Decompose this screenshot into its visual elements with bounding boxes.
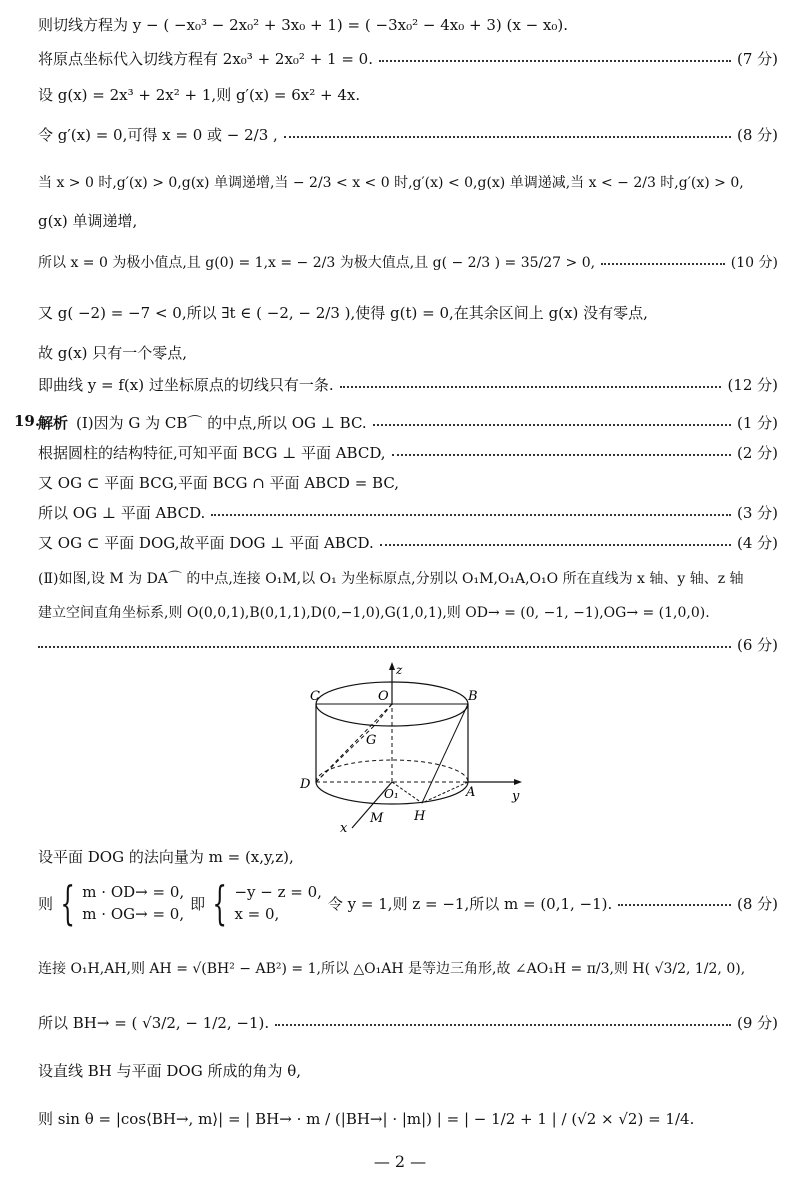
leader-dots: [392, 454, 731, 456]
line-gprime-zero: 令 g′(x) = 0,可得 x = 0 或 − 2/3 , (8 分): [38, 126, 778, 144]
line-sin-theta: 则 sin θ = |cos⟨BH→, m⟩| = | BH→ · m / (|BH→| · |m|) | = | − 1/2 + 1 | / (√2 × √2) = 1/4.: [38, 1110, 695, 1128]
line-coordinates: 建立空间直角坐标系,则 O(0,0,1),B(0,1,1),D(0,−1,0),G(1,0,1),则 OD→ = (0, −1, −1),OG→ = (1,0,0).: [38, 605, 710, 621]
line-og-in-plane: 又 OG ⊂ 平面 BCG,平面 BCG ∩ 平面 ABCD = BC,: [38, 474, 400, 492]
leader-dots: [284, 136, 731, 138]
line-monotonicity: 当 x > 0 时,g′(x) > 0,g(x) 单调递增,当 − 2/3 < x < 0 时,g′(x) < 0,g(x) 单调递减,当 x < − 2/3 时,g′(x) > 0,: [38, 175, 744, 191]
label-y: y: [512, 789, 520, 804]
label-a: A: [466, 785, 476, 800]
score-mark: (2 分): [736, 444, 778, 462]
line-dog-perp-abcd: 又 OG ⊂ 平面 DOG,故平面 DOG ⊥ 平面 ABCD. (4 分): [38, 534, 778, 552]
page-number: — 2 —: [373, 1152, 427, 1171]
line-angle-theta: 设直线 BH 与平面 DOG 所成的角为 θ,: [38, 1062, 302, 1080]
leader-dots: [340, 386, 722, 388]
score-mark: (10 分): [730, 255, 778, 271]
line-only-one-zero: 故 g(x) 只有一个零点,: [38, 344, 188, 362]
leader-dots: [618, 904, 731, 906]
segment-ah: [422, 782, 468, 803]
line-conclusion-one-tangent: 即曲线 y = f(x) 过坐标原点的切线只有一条. (12 分): [38, 376, 778, 394]
line-tangent-equation: 则切线方程为 y − ( −x₀³ − 2x₀² + 3x₀ + 1) = ( −3x₀² − 4x₀ + 3) (x − x₀).: [38, 16, 568, 34]
label-h: H: [414, 809, 426, 824]
score-mark: (9 分): [736, 1014, 778, 1032]
leader-dots: [380, 544, 731, 546]
leader-dots: [373, 424, 731, 426]
segment-bh: [422, 704, 468, 803]
line-define-g: 设 g(x) = 2x³ + 2x² + 1,则 g′(x) = 6x² + 4x.: [38, 86, 361, 104]
line-g-increasing: g(x) 单调递增,: [38, 212, 138, 230]
line-plane-perpendicular: 根据圆柱的结构特征,可知平面 BCG ⊥ 平面 ABCD, (2 分): [38, 444, 778, 462]
label-d: D: [300, 777, 311, 792]
line-q19-part1: 解析 (Ⅰ)因为 G 为 CB⌒ 的中点,所以 OG ⊥ BC. (1 分): [38, 414, 778, 432]
line-normal-vector: 设平面 DOG 的法向量为 m = (x,y,z),: [38, 848, 294, 866]
score-mark: (8 分): [736, 894, 778, 913]
analysis-heading: 解析: [38, 414, 69, 432]
line-normal-system: 则 { m · OD→ = 0, m · OG→ = 0, 即 { −y − z = 0, x = 0, 令 y = 1,则 z = −1,所以 m = (0,1, −1). (8 分): [38, 876, 778, 930]
left-brace: {: [60, 876, 75, 930]
label-o1: O₁: [384, 787, 399, 801]
label-c: C: [310, 689, 320, 704]
line-substitute-origin: 将原点坐标代入切线方程有 2x₀³ + 2x₀² + 1 = 0. (7 分): [38, 50, 778, 68]
line-zero-existence: 又 g( −2) = −7 < 0,所以 ∃t ∈ ( −2, − 2/3 ),使得 g(t) = 0,在其余区间上 g(x) 没有零点,: [38, 304, 648, 322]
score-mark: (7 分): [736, 50, 778, 68]
vector-system: m · OD→ = 0, m · OG→ = 0,: [82, 883, 185, 923]
label-o: O: [378, 689, 389, 704]
z-axis-arrow: [389, 662, 395, 670]
line-score-6: [38, 634, 778, 655]
label-g: G: [366, 733, 377, 748]
question-number: 19.: [14, 412, 41, 430]
label-m: M: [370, 811, 384, 826]
line-og-perp-abcd: 所以 OG ⊥ 平面 ABCD. (3 分): [38, 504, 778, 522]
segment-og: [374, 704, 392, 726]
leader-dots: [379, 60, 731, 62]
scalar-system: −y − z = 0, x = 0,: [234, 883, 322, 923]
score-mark: (4 分): [736, 534, 778, 552]
score-mark: (12 分): [727, 376, 778, 394]
score-mark: (3 分): [736, 504, 778, 522]
line-extreme-values: 所以 x = 0 为极小值点,且 g(0) = 1,x = − 2/3 为极大值点,且 g( − 2/3 ) = 35/27 > 0, (10 分): [38, 252, 778, 272]
score-mark: (6 分): [736, 636, 778, 654]
score-mark: (1 分): [736, 414, 778, 432]
score-mark: (8 分): [736, 126, 778, 144]
leader-dots: [38, 646, 731, 648]
line-part2-setup: (Ⅱ)如图,设 M 为 DA⌒ 的中点,连接 O₁M,以 O₁ 为坐标原点,分别以 O₁M,O₁A,O₁O 所在直线为 x 轴、y 轴、z 轴: [38, 571, 744, 587]
cylinder-figure: [290, 660, 530, 840]
left-brace: {: [212, 876, 228, 930]
line-bh-vector: 所以 BH→ = ( √3/2, − 1/2, −1). (9 分): [38, 1014, 778, 1032]
line-equilateral-triangle: 连接 O₁H,AH,则 AH = √(BH² − AB²) = 1,所以 △O₁AH 是等边三角形,故 ∠AO₁H = π/3,则 H( √3/2, 1/2, 0),: [38, 961, 746, 977]
label-z: z: [396, 663, 403, 677]
y-axis-arrow: [514, 779, 522, 785]
leader-dots: [601, 263, 725, 265]
label-b: B: [468, 689, 478, 704]
label-x: x: [340, 821, 348, 836]
leader-dots: [275, 1024, 731, 1026]
leader-dots: [211, 514, 731, 516]
